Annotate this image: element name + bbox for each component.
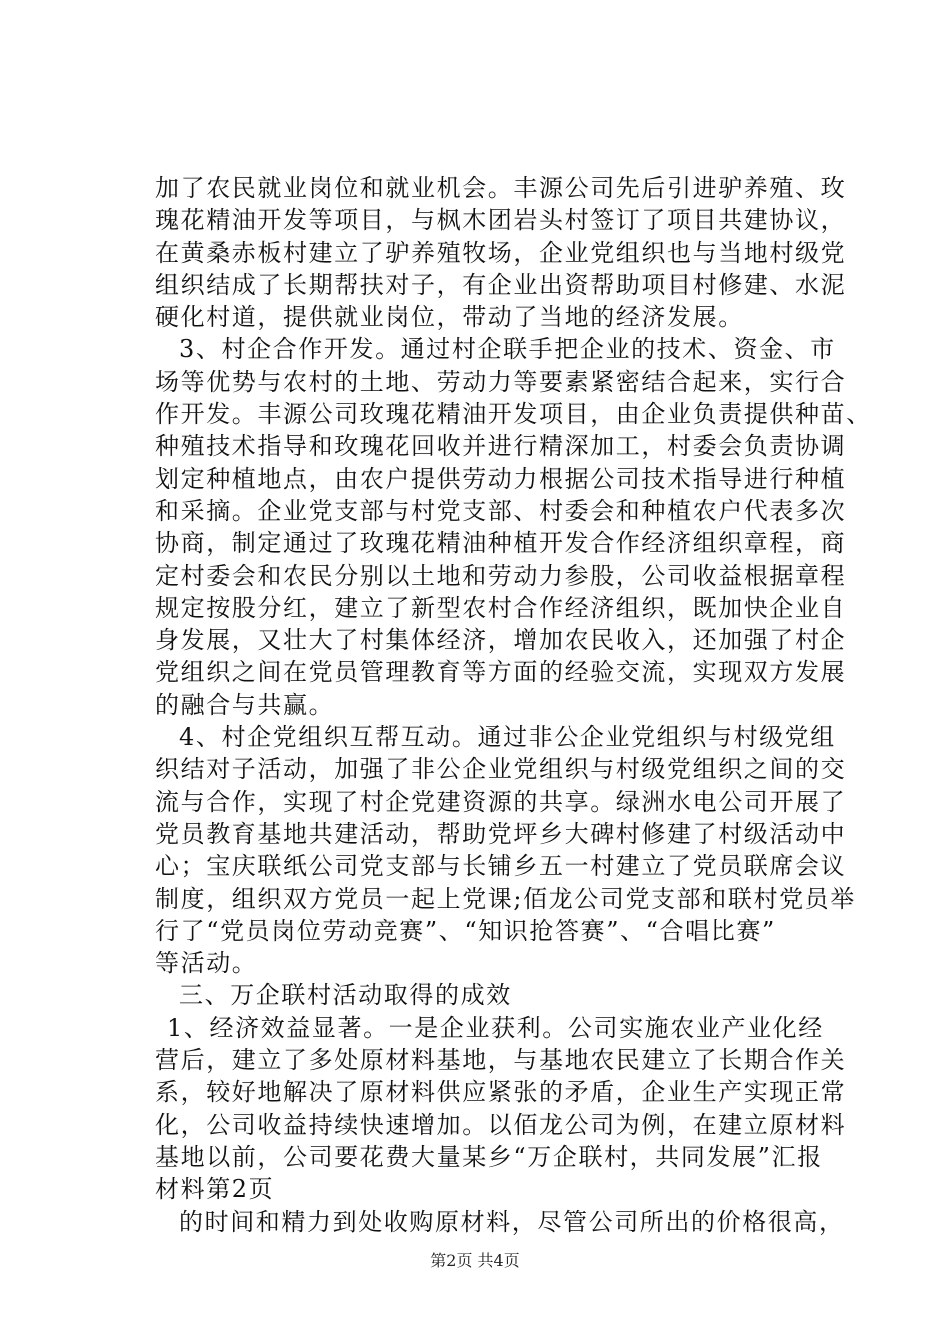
paragraph-line: 场等优势与农村的土地、劳动力等要素紧密结合起来，实行合 [155,367,847,396]
paragraph-line: 划定种植地点，由农户提供劳动力根据公司技术指导进行种植 [155,464,847,493]
paragraph-line: 瑰花精油开发等项目，与枫木团岩头村签订了项目共建协议， [155,206,847,235]
paragraph-line: 身发展，又壮大了村集体经济，增加农民收入，还加强了村企 [155,626,847,655]
paragraph-line: 的时间和精力到处收购原材料，尽管公司所出的价格很高， [179,1207,845,1236]
paragraph-line: 流与合作，实现了村企党建资源的共享。绿洲水电公司开展了 [155,787,847,816]
paragraph-line: 党组织之间在党员管理教育等方面的经验交流，实现双方发展 [155,658,847,687]
paragraph-line: 种殖技术指导和玫瑰花回收并进行精深加工，村委会负责协调 [155,432,847,461]
paragraph-line: 协商，制定通过了玫瑰花精油种植开发合作经济组织章程，商 [155,529,847,558]
section-heading: 三、万企联村活动取得的成效 [179,981,512,1010]
paragraph-line: 化，公司收益持续快速增加。以佰龙公司为例，在建立原材料 [155,1110,847,1139]
paragraph-line: 规定按股分红，建立了新型农村合作经济组织，既加快企业自 [155,593,847,622]
paragraph-line: 作开发。丰源公司玫瑰花精油开发项目，由企业负责提供种苗、 [155,400,872,429]
paragraph-line: 和采摘。企业党支部与村党支部、村委会和种植农户代表多次 [155,496,847,525]
paragraph-line: 4、村企党组织互帮互动。通过非公企业党组织与村级党组 [179,723,836,752]
paragraph-line: 织结对子活动，加强了非公企业党组织与村级党组织之间的交 [155,755,847,784]
paragraph-line: 组织结成了长期帮扶对子，有企业出资帮助项目村修建、水泥 [155,270,847,299]
body-text [155,172,872,1238]
paragraph-line: 1、经济效益显著。一是企业获利。公司实施农业产业化经 [167,1013,824,1042]
paragraph-line: 3、村企合作开发。通过村企联手把企业的技术、资金、市 [179,335,836,364]
paragraph-line: 材料第2页 [155,1175,275,1204]
page-footer: 第2页 共4页 [430,1251,520,1270]
paragraph-line: 的融合与共赢。 [155,690,335,719]
paragraph-line: 系，较好地解决了原材料供应紧张的矛盾，企业生产实现正常 [155,1078,847,1107]
paragraph-line: 制度，组织双方党员一起上党课;佰龙公司党支部和联村党员举 [155,884,856,913]
paragraph-line: 心；宝庆联纸公司党支部与长铺乡五一村建立了党员联席会议 [155,852,847,881]
paragraph-line: 硬化村道，提供就业岗位，带动了当地的经济发展。 [155,303,744,332]
paragraph-line: 定村委会和农民分别以土地和劳动力参股，公司收益根据章程 [155,561,847,590]
paragraph-line: 行了“党员岗位劳动竞赛”、“知识抢答赛”、“合唱比赛” [155,916,776,945]
paragraph-line: 营后，建立了多处原材料基地，与基地农民建立了长期合作关 [155,1046,847,1075]
paragraph-line: 党员教育基地共建活动，帮助党坪乡大碑村修建了村级活动中 [155,819,847,848]
paragraph-line: 等活动。 [155,949,258,978]
paragraph-line: 在黄桑赤板村建立了驴养殖牧场，企业党组织也与当地村级党 [155,238,847,267]
paragraph-line: 基地以前，公司要花费大量某乡“万企联村，共同发展”汇报 [155,1142,823,1171]
paragraph-line: 加了农民就业岗位和就业机会。丰源公司先后引进驴养殖、玫 [155,174,847,202]
